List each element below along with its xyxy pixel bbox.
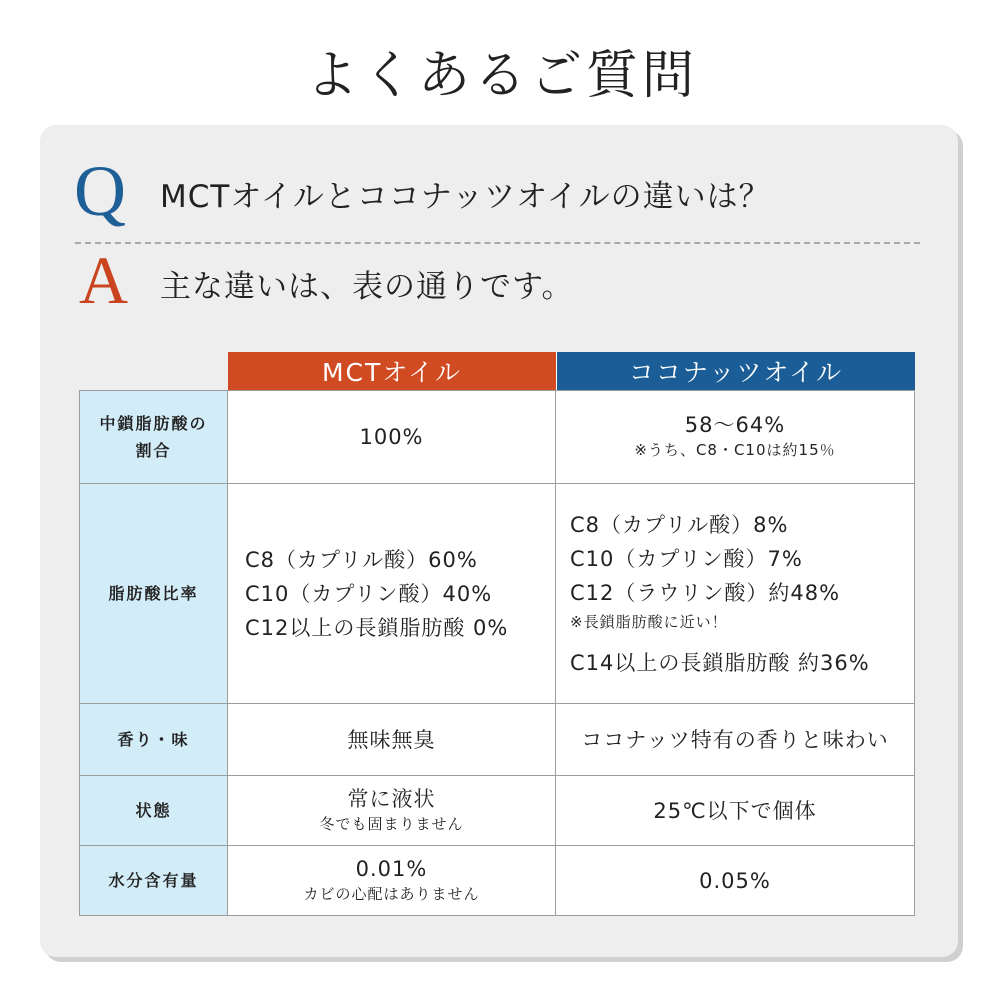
question-text: MCTオイルとココナッツオイルの違いは？ bbox=[160, 179, 771, 215]
cell-value: C10（カプリン酸）40% bbox=[245, 581, 493, 606]
cell-value: 常に液状 bbox=[347, 786, 436, 811]
row-label-line: 香り・味 bbox=[117, 730, 190, 749]
cell-value: ココナッツ特有の香りと味わい bbox=[581, 727, 889, 752]
cell-note: ※うち、C8・C10は約15％ bbox=[634, 441, 836, 459]
cell-note: カビの心配はありません bbox=[303, 884, 480, 903]
cell-value: C12以上の長鎖脂肪酸 0% bbox=[245, 615, 509, 640]
cell-value: C10（カプリン酸）7% bbox=[570, 546, 803, 571]
row-label-line: 割合 bbox=[135, 441, 172, 460]
answer-text: 主な違いは、表の通りです。 bbox=[160, 269, 574, 305]
header-coconut-oil: ココナッツオイル bbox=[556, 352, 915, 390]
page-title: よくあるご質問 bbox=[305, 48, 698, 105]
cell-value: C8（カプリル酸）60% bbox=[245, 547, 478, 572]
row-label-fatty-acid-ratio bbox=[80, 484, 228, 704]
cell-value: 無味無臭 bbox=[347, 727, 436, 752]
coconut-cell-mct-ratio bbox=[556, 391, 915, 484]
mct-cell-state bbox=[228, 776, 556, 846]
row-label-state bbox=[80, 776, 228, 846]
coconut-cell-moisture bbox=[556, 846, 915, 916]
mct-cell-mct-ratio bbox=[228, 391, 556, 484]
row-label-line: 状態 bbox=[135, 801, 172, 820]
cell-value: 0.01% bbox=[355, 856, 428, 881]
row-label-moisture bbox=[80, 846, 228, 916]
mct-cell-moisture bbox=[228, 846, 556, 916]
cell-note: ※長鎖脂肪酸に近い！ bbox=[570, 612, 728, 631]
cell-note: 冬でも固まりません bbox=[319, 814, 464, 833]
answer-mark-a: A bbox=[79, 242, 129, 318]
cell-value: C12（ラウリン酸）約48% bbox=[570, 580, 841, 605]
coconut-cell-aroma-taste bbox=[556, 704, 915, 776]
dashed-divider bbox=[75, 242, 920, 244]
cell-value: 25℃以下で個体 bbox=[653, 798, 817, 823]
coconut-cell-fatty-acid-ratio bbox=[556, 484, 915, 704]
row-label-mct-ratio bbox=[80, 391, 228, 484]
cell-value: 0.05% bbox=[699, 868, 771, 893]
mct-cell-fatty-acid-ratio bbox=[228, 484, 556, 704]
header-mct-oil: MCTオイル bbox=[228, 352, 556, 390]
row-label-line: 中鎖脂肪酸の bbox=[99, 414, 208, 433]
cell-value: 58～64% bbox=[684, 413, 786, 437]
mct-cell-aroma-taste bbox=[228, 704, 556, 776]
cell-value: C14以上の長鎖脂肪酸 約36% bbox=[570, 650, 870, 675]
cell-value: C8（カプリル酸）8% bbox=[570, 512, 789, 537]
question-mark-q: Q bbox=[74, 151, 126, 231]
cell-value: 100% bbox=[359, 425, 424, 449]
row-label-aroma-taste bbox=[80, 704, 228, 776]
coconut-cell-state bbox=[556, 776, 915, 846]
row-label-line: 水分含有量 bbox=[108, 871, 199, 890]
comparison-table bbox=[79, 390, 915, 916]
row-label-line: 脂肪酸比率 bbox=[108, 584, 199, 603]
